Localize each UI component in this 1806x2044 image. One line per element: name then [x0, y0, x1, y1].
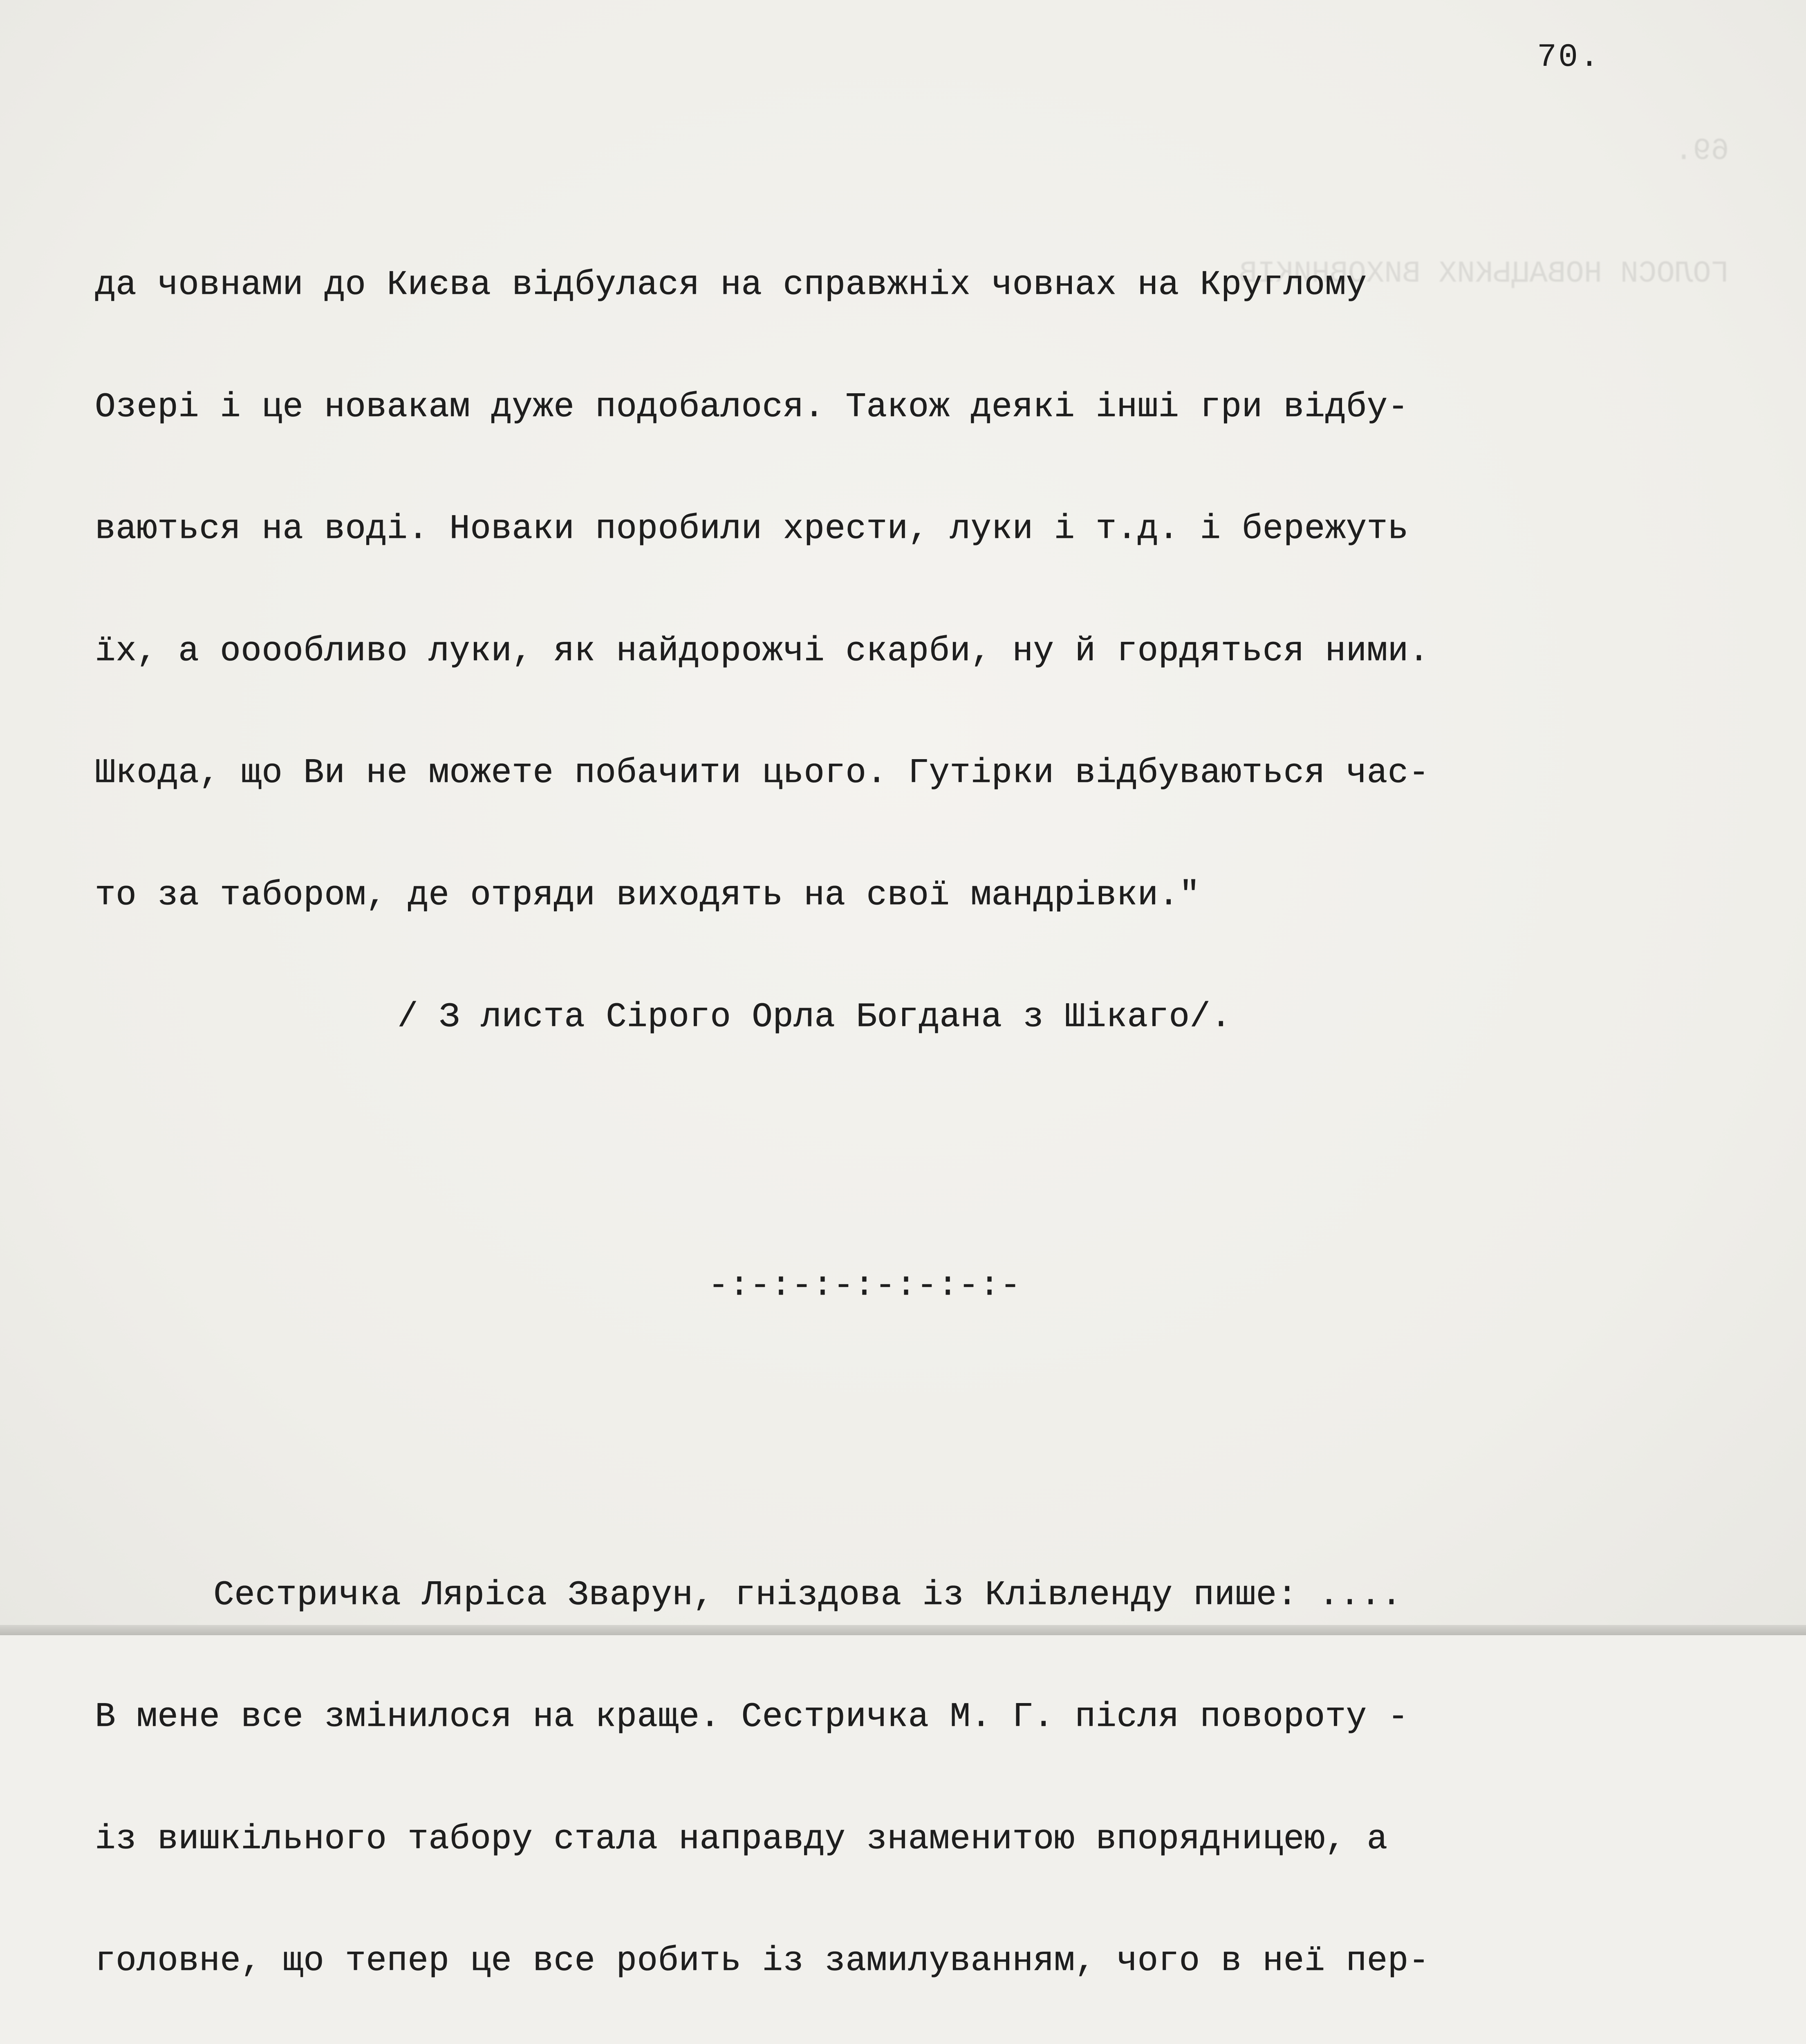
section-divider: -:-:-:-:-:-:-:- — [708, 1266, 1021, 1305]
text-line: Шкода, що Ви не можете побачити цього. Гутірки відбуваються час- — [95, 754, 1430, 793]
text-line: Озері і це новакам дуже подобалося. Також деякі інші гри відбу- — [95, 388, 1409, 427]
text-line: В мене все змінилося на краще. Сестричка М. Г. після повороту - — [95, 1698, 1409, 1737]
text-line: із вишкільного табору стала направду знаменитою впорядницею, а — [95, 1820, 1388, 1859]
text-line: їх, а ооообливо луки, як найдорожчі скарби, ну й гордяться ними. — [95, 632, 1430, 671]
page-bottom-edge — [0, 1625, 1806, 1635]
text-line: то за табором, де отряди виходять на свої мандрівки." — [95, 876, 1200, 915]
page-number: 70. — [1537, 39, 1601, 76]
letter-signature: / З листа Сірого Орла Богдана з Шікаго/. — [397, 998, 1232, 1037]
text-line: да човнами до Києва відбулася на справжніх човнах на Круглому — [95, 266, 1367, 305]
text-line: головне, що тепер це все робить із замилуванням, чого в неї пер- — [95, 1942, 1430, 1981]
bleed-line: 69. — [1674, 134, 1729, 168]
typewritten-text — [95, 102, 1730, 2044]
text-line: Сестричка Ляріса Зварун, гніздова із Клівленду пише: .... — [213, 1576, 1402, 1615]
spacer — [95, 1160, 1730, 1184]
bleed-line: ГОЛОСИ НОВАЦЬКИХ ВИХОВНИКІВ — [1239, 257, 1729, 291]
spacer — [95, 1388, 1730, 1412]
text-line: ваються на воді. Новаки поробили хрести, луки і т.д. і бережуть — [95, 510, 1409, 549]
